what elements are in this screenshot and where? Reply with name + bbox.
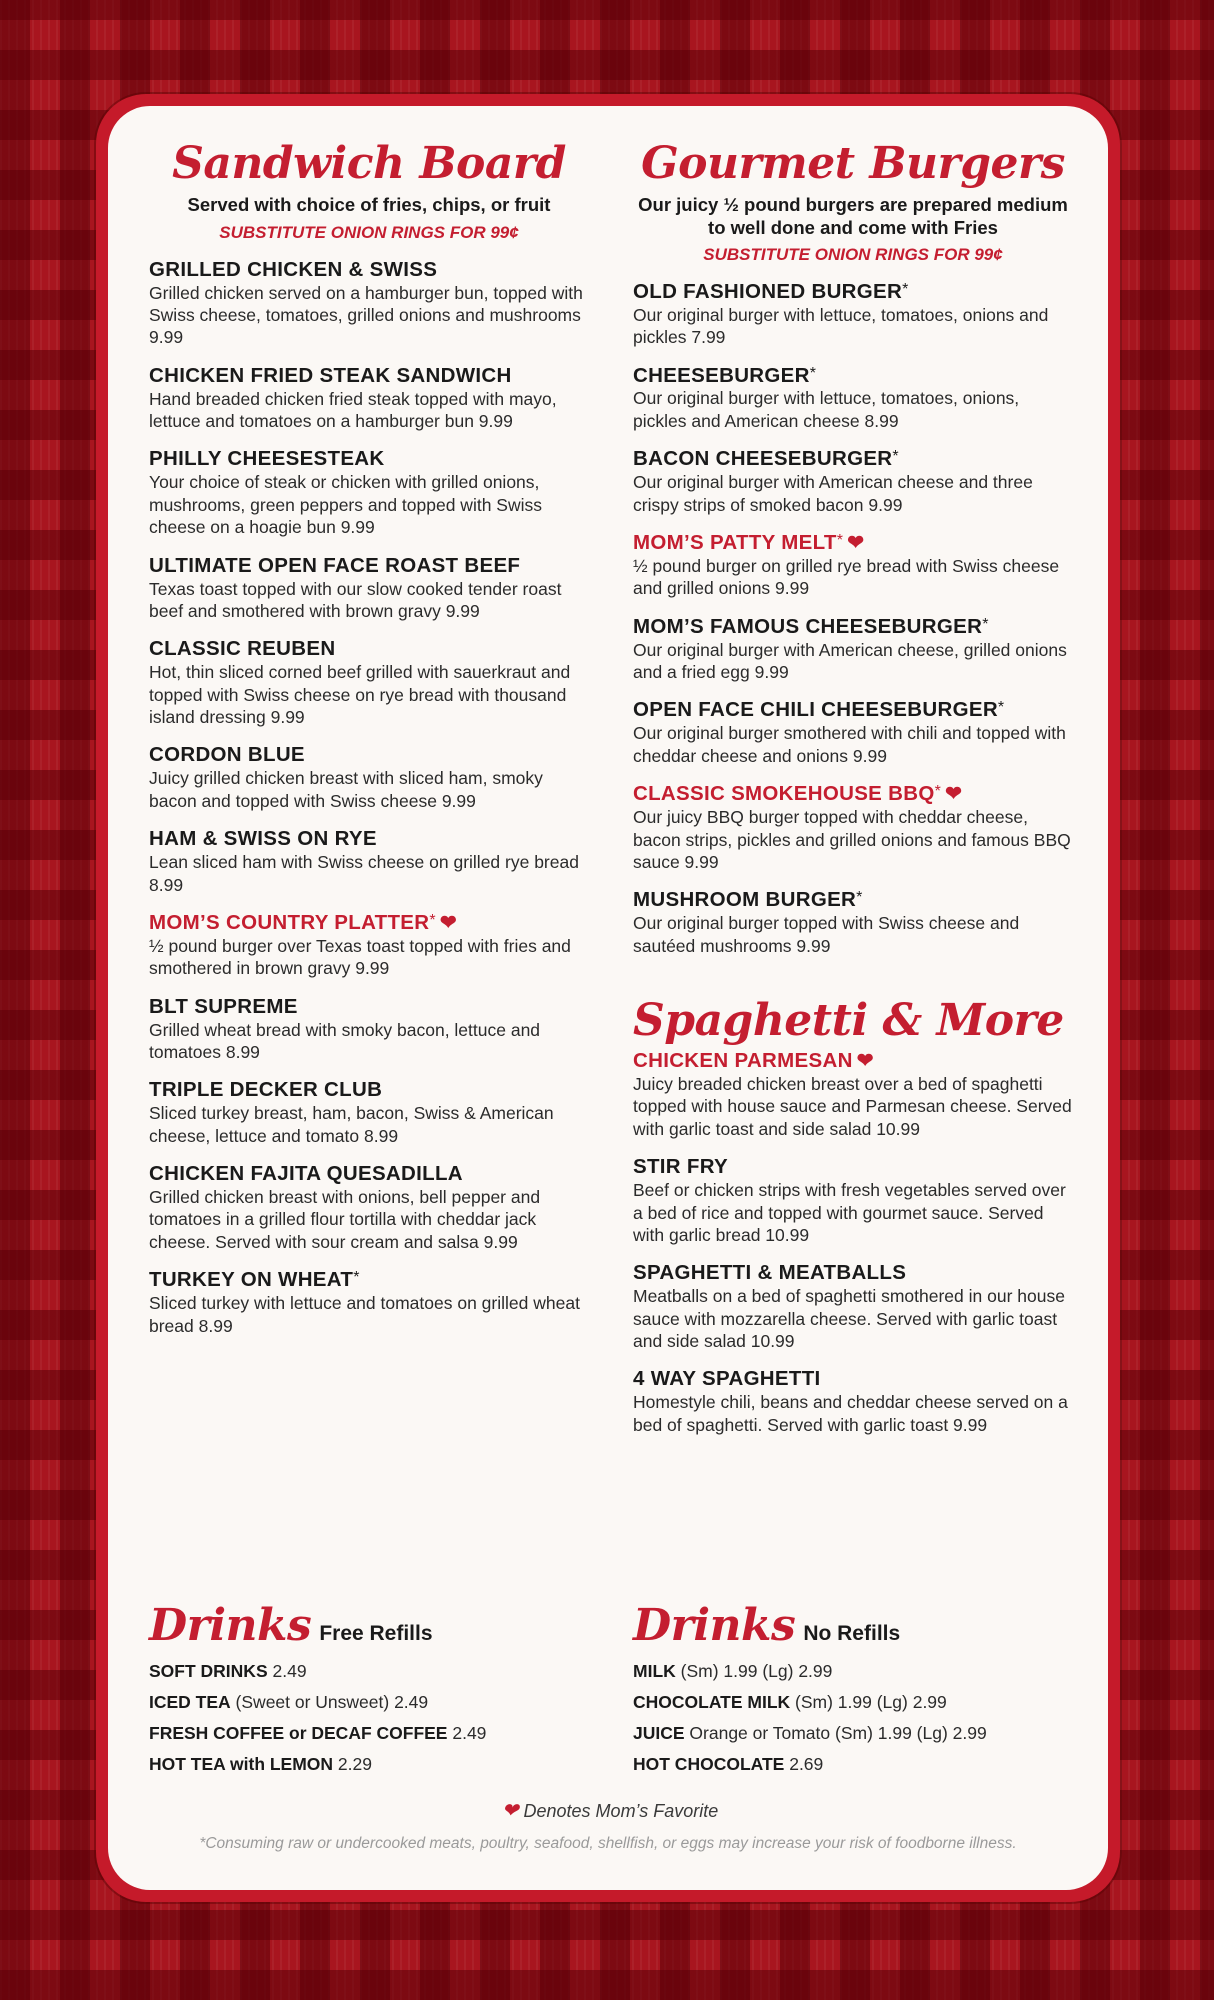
- asterisk-mark: *: [429, 911, 436, 929]
- menu-item-title: TRIPLE DECKER CLUB: [149, 1078, 383, 1102]
- menu-item: [149, 996, 589, 1064]
- menu-item-title: MUSHROOM BURGER: [633, 888, 857, 912]
- heart-icon: ❤: [945, 783, 963, 806]
- menu-item-name: [633, 699, 1073, 722]
- menu-item-description: Our original burger smothered with chili and topped with cheddar cheese and onions 9.99: [633, 723, 1066, 766]
- menu-item-description: Juicy grilled chicken breast with sliced ham, smoky bacon and topped with Swiss cheese 9.99: [149, 768, 543, 811]
- favorite-legend: [108, 1798, 1108, 1823]
- menu-item: [633, 1156, 1073, 1246]
- drinks-free-section: [149, 1600, 589, 1775]
- drink-item: [149, 1723, 589, 1744]
- menu-item: [149, 1269, 589, 1337]
- drinks-free-list: [149, 1661, 589, 1775]
- drink-price: 2.69: [784, 1754, 824, 1774]
- drink-price: (Sweet or Unsweet) 2.49: [230, 1692, 429, 1712]
- menu-item-description: Our juicy BBQ burger topped with cheddar cheese, bacon strips, pickles and grilled onions and famous BBQ sauce 9.99: [633, 807, 1071, 872]
- menu-item-description: Our original burger with American cheese, grilled onions and a fried egg 9.99: [633, 639, 1067, 683]
- menu-item-description: Sliced turkey with lettuce and tomatoes on grilled wheat bread 8.99: [149, 1293, 580, 1336]
- menu-item-description: Our original burger with lettuce, tomatoes, onions and pickles 7.99: [633, 304, 1049, 348]
- menu-item-title: STIR FRY: [633, 1155, 729, 1179]
- menu-item-title: MOM’S FAMOUS CHEESEBURGER: [633, 614, 983, 638]
- menu-item: [149, 1163, 589, 1253]
- menu-item: [633, 783, 1073, 873]
- menu-item-description: Grilled wheat bread with smoky bacon, lettuce and tomatoes 8.99: [149, 1019, 541, 1062]
- menu-item-title: PHILLY CHEESESTEAK: [149, 447, 385, 471]
- sandwich-substitute-note: SUBSTITUTE ONION RINGS FOR 99¢: [219, 222, 519, 242]
- menu-item-title: BACON CHEESEBURGER: [633, 447, 893, 471]
- drink-price: (Sm) 1.99 (Lg) 2.99: [675, 1661, 833, 1681]
- drink-name: SOFT DRINKS: [149, 1661, 268, 1681]
- sandwich-item-list: [149, 259, 589, 1337]
- menu-item-description: Beef or chicken strips with fresh vegetables served over a bed of rice and topped with gourmet sauce. Served with garlic bread 10.99: [633, 1180, 1066, 1245]
- menu-item-description: Meatballs on a bed of spaghetti smothered in our house sauce with mozzarella cheese. Served with garlic toast and side salad 10.99: [633, 1286, 1065, 1352]
- menu-item-name: [149, 1163, 589, 1186]
- menu-item-description: Juicy breaded chicken breast over a bed of spaghetti topped with house sauce and Parmesan cheese. Served with garlic toast and side salad 10.99: [633, 1073, 1072, 1139]
- menu-item-description: Lean sliced ham with Swiss cheese on grilled rye bread 8.99: [149, 852, 579, 895]
- spaghetti-title: Spaghetti & More: [633, 995, 1064, 1047]
- drinks-no-title: Drinks: [633, 1600, 796, 1651]
- drink-price: Orange or Tomato (Sm) 1.99 (Lg) 2.99: [684, 1723, 987, 1743]
- menu-item-name: [149, 638, 589, 661]
- menu-item-title: CHICKEN FAJITA QUESADILLA: [149, 1162, 463, 1186]
- menu-item-title: CLASSIC REUBEN: [149, 637, 336, 661]
- drinks-no-subtitle: No Refills: [803, 1622, 901, 1645]
- favorite-legend-text: Denotes Mom’s Favorite: [523, 1801, 719, 1821]
- menu-item-title: CHICKEN FRIED STEAK SANDWICH: [149, 363, 512, 387]
- menu-item: [633, 532, 1073, 600]
- heart-icon: ❤: [501, 1800, 519, 1822]
- menu-item-name: [149, 744, 589, 767]
- menu-item: [633, 1050, 1073, 1140]
- asterisk-mark: *: [809, 364, 817, 382]
- drink-name: HOT CHOCOLATE: [633, 1754, 785, 1774]
- left-column: [149, 140, 589, 1337]
- menu-item-name: [149, 448, 589, 471]
- menu-item-description: Our original burger with lettuce, tomatoes, onions, pickles and American cheese 8.99: [633, 388, 1020, 431]
- menu-item-title: SPAGHETTI & MEATBALLS: [633, 1261, 907, 1285]
- menu-item: [149, 1079, 589, 1147]
- drink-price: 2.49: [267, 1661, 307, 1681]
- drink-item: [633, 1723, 1073, 1744]
- menu-item-name: [633, 1156, 1073, 1179]
- drink-name: ICED TEA: [149, 1692, 231, 1712]
- menu-item-name: [633, 1262, 1073, 1285]
- drinks-no-section: [633, 1600, 1073, 1775]
- drink-name: FRESH COFFEE or DECAF COFFEE: [149, 1723, 448, 1743]
- menu-item-name: [633, 365, 1073, 388]
- menu-item-name: [633, 616, 1073, 639]
- asterisk-mark: *: [902, 280, 909, 298]
- menu-item: [149, 744, 589, 812]
- menu-item-description: Texas toast topped with our slow cooked tender roast beef and smothered with brown gravy 9.99: [149, 578, 562, 621]
- menu-item-name: [149, 555, 589, 578]
- drinks-no-list: [633, 1661, 1073, 1775]
- menu-item: [633, 448, 1073, 516]
- menu-item-title: 4 WAY SPAGHETTI: [633, 1367, 821, 1391]
- foodborne-disclaimer: *Consuming raw or undercooked meats, poultry, seafood, shellfish, or eggs may increase your risk of foodborne illness.: [199, 1835, 1017, 1852]
- menu-item: [149, 912, 589, 980]
- drink-item: [149, 1661, 589, 1682]
- drink-item: [149, 1692, 589, 1713]
- asterisk-mark: *: [836, 531, 844, 549]
- menu-item-title: CORDON BLUE: [149, 743, 305, 767]
- asterisk-mark: *: [982, 615, 989, 633]
- menu-item-title: MOM’S PATTY MELT: [633, 530, 837, 554]
- menu-item: [633, 1368, 1073, 1436]
- menu-item-description: Our original burger with American cheese and three crispy strips of smoked bacon 9.99: [633, 472, 1033, 515]
- menu-item-description: Our original burger topped with Swiss cheese and sautéed mushrooms 9.99: [633, 913, 1020, 956]
- asterisk-mark: *: [934, 783, 942, 801]
- asterisk-mark: *: [892, 448, 899, 466]
- asterisk-mark: *: [997, 699, 1005, 717]
- menu-item-title: CHEESEBURGER: [633, 363, 810, 387]
- menu-item: [149, 448, 589, 538]
- asterisk-mark: *: [353, 1269, 360, 1287]
- burgers-subtitle: Our juicy ½ pound burgers are prepared medium to well done and come with Fries: [638, 194, 1068, 238]
- menu-item-name: [149, 259, 589, 282]
- drink-name: MILK: [633, 1661, 676, 1681]
- menu-item-description: Hand breaded chicken fried steak topped with mayo, lettuce and tomatoes on a hamburger bun 9.99: [149, 388, 557, 432]
- drink-price: (Sm) 1.99 (Lg) 2.99: [790, 1692, 947, 1712]
- menu-item-description: ½ pound burger on grilled rye bread with Swiss cheese and grilled onions 9.99: [633, 555, 1060, 599]
- heart-icon: ❤: [439, 911, 457, 934]
- menu-item-name: [149, 996, 589, 1019]
- sandwich-subtitle: Served with choice of fries, chips, or fruit: [187, 194, 551, 216]
- menu-item-name: [633, 1368, 1073, 1391]
- asterisk-mark: *: [856, 889, 863, 907]
- menu-item: [149, 259, 589, 349]
- menu-item-description: Hot, thin sliced corned beef grilled with sauerkraut and topped with Swiss cheese on rye bread with thousand island dressing 9.99: [149, 662, 571, 728]
- menu-item: [149, 555, 589, 623]
- drink-item: [633, 1692, 1073, 1713]
- menu-item-name: [633, 1050, 1073, 1073]
- menu-item-description: Homestyle chili, beans and cheddar cheese served on a bed of spaghetti. Served with garlic toast 9.99: [633, 1392, 1068, 1435]
- menu-item-title: GRILLED CHICKEN & SWISS: [149, 257, 438, 281]
- menu-item-name: [149, 1079, 589, 1102]
- menu-item-title: CHICKEN PARMESAN: [633, 1049, 853, 1073]
- menu-item-title: TURKEY ON WHEAT: [149, 1268, 354, 1292]
- menu-item-name: [633, 448, 1073, 471]
- menu-item: [633, 699, 1073, 767]
- menu-item-name: [633, 889, 1073, 912]
- gourmet-burgers-title: Gourmet Burgers: [641, 138, 1065, 189]
- menu-item-description: Grilled chicken breast with onions, bell pepper and tomatoes in a grilled flour tortilla with cheddar jack cheese. Served with sour cream and salsa 9.99: [149, 1187, 541, 1252]
- menu-item: [633, 1262, 1073, 1352]
- spaghetti-item-list: [633, 1050, 1073, 1436]
- right-column: [633, 140, 1073, 1436]
- drinks-free-title: Drinks: [149, 1600, 312, 1651]
- heart-icon: ❤: [847, 531, 865, 554]
- menu-item-title: HAM & SWISS ON RYE: [149, 827, 377, 851]
- menu-item-description: Your choice of steak or chicken with grilled onions, mushrooms, green peppers and topped with Swiss cheese on a hoagie bun 9.99: [149, 472, 542, 538]
- drink-name: JUICE: [633, 1723, 685, 1743]
- menu-item-title: CLASSIC SMOKEHOUSE BBQ: [633, 782, 935, 806]
- menu-item-name: [149, 1269, 589, 1292]
- drinks-free-subtitle: Free Refills: [319, 1622, 433, 1645]
- menu-item-title: BLT SUPREME: [149, 994, 298, 1018]
- burger-item-list: [633, 281, 1073, 957]
- drink-item: [633, 1661, 1073, 1682]
- drink-item: [633, 1754, 1073, 1775]
- menu-item-description: Grilled chicken served on a hamburger bun, topped with Swiss cheese, tomatoes, grilled onions and mushrooms 9.99: [149, 282, 583, 348]
- menu-item-title: MOM’S COUNTRY PLATTER: [149, 910, 430, 934]
- drink-price: 2.49: [447, 1723, 487, 1743]
- drink-price: 2.29: [333, 1754, 372, 1774]
- drink-name: CHOCOLATE MILK: [633, 1692, 791, 1712]
- menu-item-name: [149, 828, 589, 851]
- menu-item-name: [149, 912, 589, 935]
- menu-item-title: ULTIMATE OPEN FACE ROAST BEEF: [149, 553, 521, 577]
- menu-item: [633, 365, 1073, 433]
- menu-item: [633, 616, 1073, 684]
- menu-item: [149, 365, 589, 433]
- menu-item-name: [633, 281, 1073, 304]
- menu-item-name: [633, 532, 1073, 555]
- menu-item-title: OPEN FACE CHILI CHEESEBURGER: [633, 698, 998, 722]
- menu-item-name: [149, 365, 589, 388]
- menu-item: [633, 281, 1073, 349]
- menu-item: [149, 828, 589, 896]
- menu-item: [149, 638, 589, 728]
- sandwich-board-title: Sandwich Board: [172, 138, 566, 189]
- drink-name: HOT TEA with LEMON: [149, 1754, 334, 1774]
- menu-item-description: Sliced turkey breast, ham, bacon, Swiss & American cheese, lettuce and tomato 8.99: [149, 1103, 554, 1146]
- menu-item-title: OLD FASHIONED BURGER: [633, 279, 903, 303]
- burgers-substitute-note: SUBSTITUTE ONION RINGS FOR 99¢: [703, 244, 1003, 264]
- heart-icon: ❤: [856, 1050, 874, 1073]
- menu-item: [633, 889, 1073, 957]
- menu-item-description: ½ pound burger over Texas toast topped with fries and smothered in brown gravy 9.99: [149, 935, 571, 979]
- drink-item: [149, 1754, 589, 1775]
- menu-item-name: [633, 783, 1073, 806]
